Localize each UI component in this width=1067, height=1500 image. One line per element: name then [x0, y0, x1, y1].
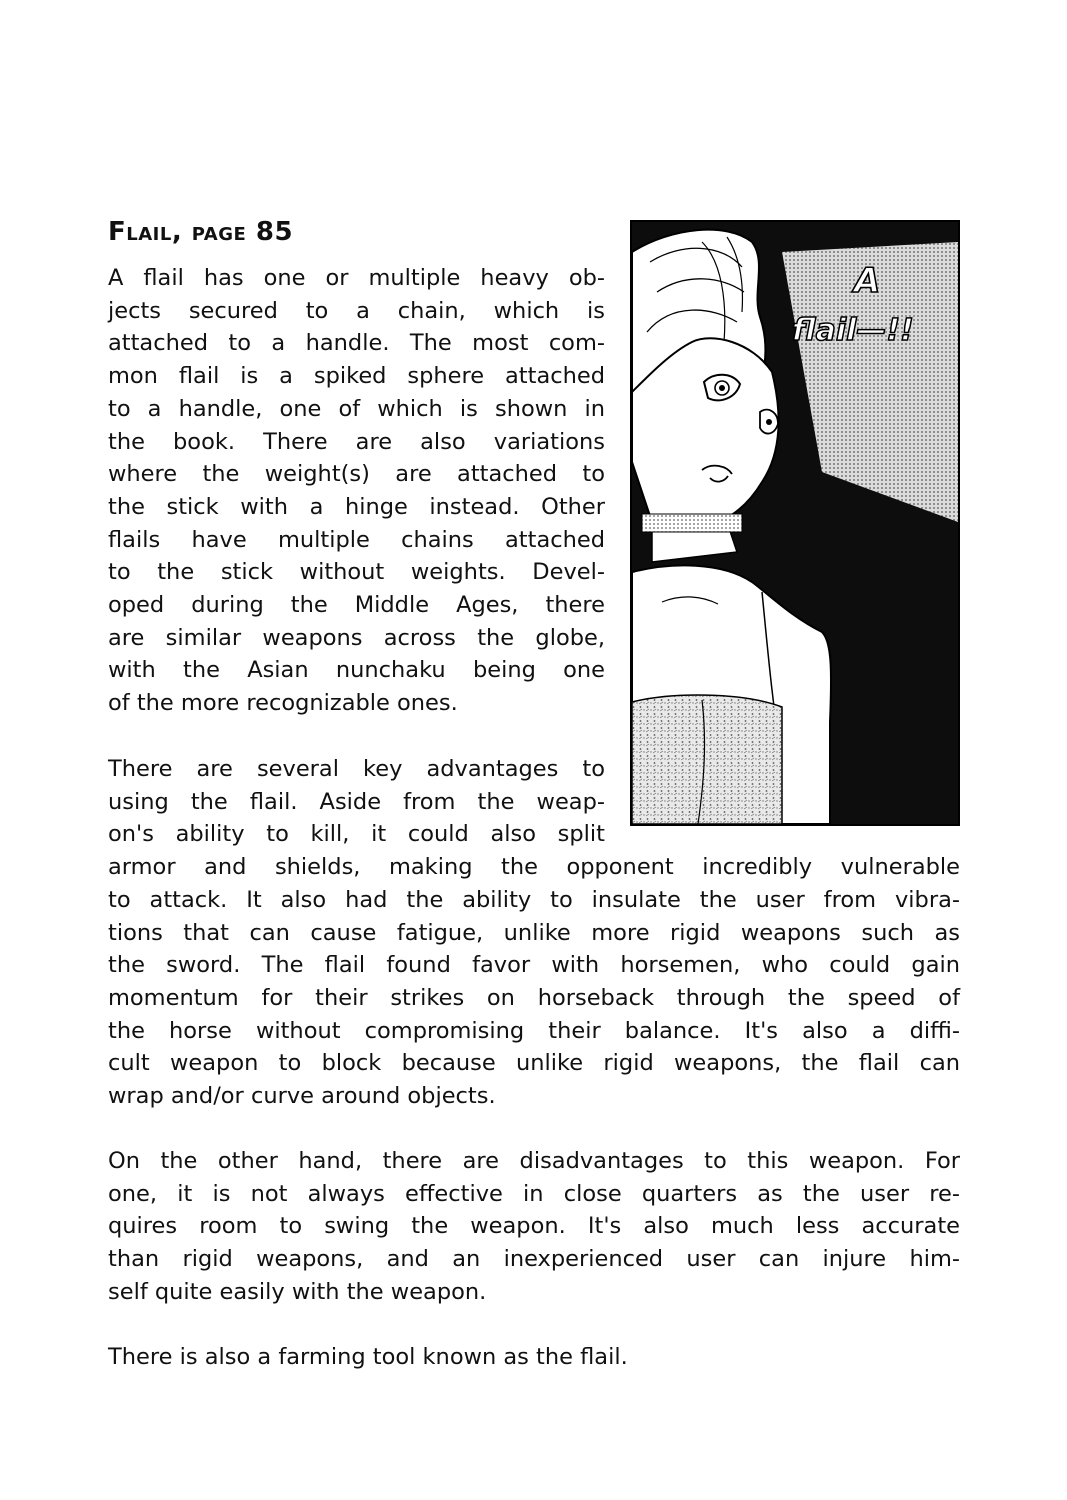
- text-line: cult weapon to block because unlike rigid weapons, the flail can: [108, 1050, 960, 1077]
- text-line: are similar weapons across the globe,: [108, 624, 605, 651]
- paragraph-1: [108, 262, 605, 720]
- text-line: tions that can cause fatigue, unlike more rigid weapons such as: [108, 919, 960, 946]
- paragraph-3: [108, 1145, 960, 1309]
- text-line: than rigid weapons, and an inexperienced user can injure him-: [108, 1246, 960, 1273]
- note-heading: Flail, page 85: [108, 217, 294, 247]
- text-line: On the other hand, there are disadvantages to this weapon. For: [108, 1148, 960, 1174]
- text-line: to the stick without weights. Devel-: [108, 559, 605, 586]
- text-line: one, it is not always effective in close quarters as the user re-: [108, 1180, 960, 1207]
- text-line: armor and shields, making the opponent incredibly vulnerable: [108, 854, 960, 881]
- text-line: momentum for their strikes on horseback through the speed of: [108, 984, 960, 1011]
- text-line: There is also a farming tool known as the flail.: [108, 1344, 628, 1370]
- paragraph-4: [108, 1341, 960, 1374]
- text-line: jects secured to a chain, which is: [108, 297, 605, 324]
- text-line: flails have multiple chains attached: [108, 526, 605, 553]
- manga-panel: [630, 220, 960, 826]
- text-line: There are several key advantages to: [108, 756, 605, 782]
- text-line: the horse without compromising their balance. It's also a diffi-: [108, 1017, 960, 1044]
- text-line: on's ability to kill, it could also split: [108, 821, 605, 848]
- text-line: mon flail is a spiked sphere attached: [108, 363, 605, 390]
- sfx-text-line2: flail—!!: [792, 313, 914, 348]
- text-line: where the weight(s) are attached to: [108, 461, 605, 488]
- text-line: of the more recognizable ones.: [108, 690, 458, 717]
- text-line: the sword. The flail found favor with horsemen, who could gain: [108, 952, 960, 979]
- text-line: A flail has one or multiple heavy ob-: [108, 265, 605, 291]
- text-line: using the flail. Aside from the weap-: [108, 788, 605, 815]
- text-line: to attack. It also had the ability to insulate the user from vibra-: [108, 886, 960, 913]
- text-line: to a handle, one of which is shown in: [108, 395, 605, 422]
- text-line: quires room to swing the weapon. It's also much less accurate: [108, 1213, 960, 1240]
- text-line: the stick with a hinge instead. Other: [108, 493, 605, 520]
- text-line: self quite easily with the weapon.: [108, 1278, 487, 1305]
- text-line: with the Asian nunchaku being one: [108, 657, 605, 684]
- manga-panel-illustration: [632, 222, 958, 824]
- text-line: the book. There are also variations: [108, 428, 605, 455]
- sfx-text-line1: A: [854, 261, 881, 301]
- text-line: wrap and/or curve around objects.: [108, 1083, 496, 1110]
- text-line: attached to a handle. The most com-: [108, 330, 605, 357]
- text-line: oped during the Middle Ages, there: [108, 592, 605, 619]
